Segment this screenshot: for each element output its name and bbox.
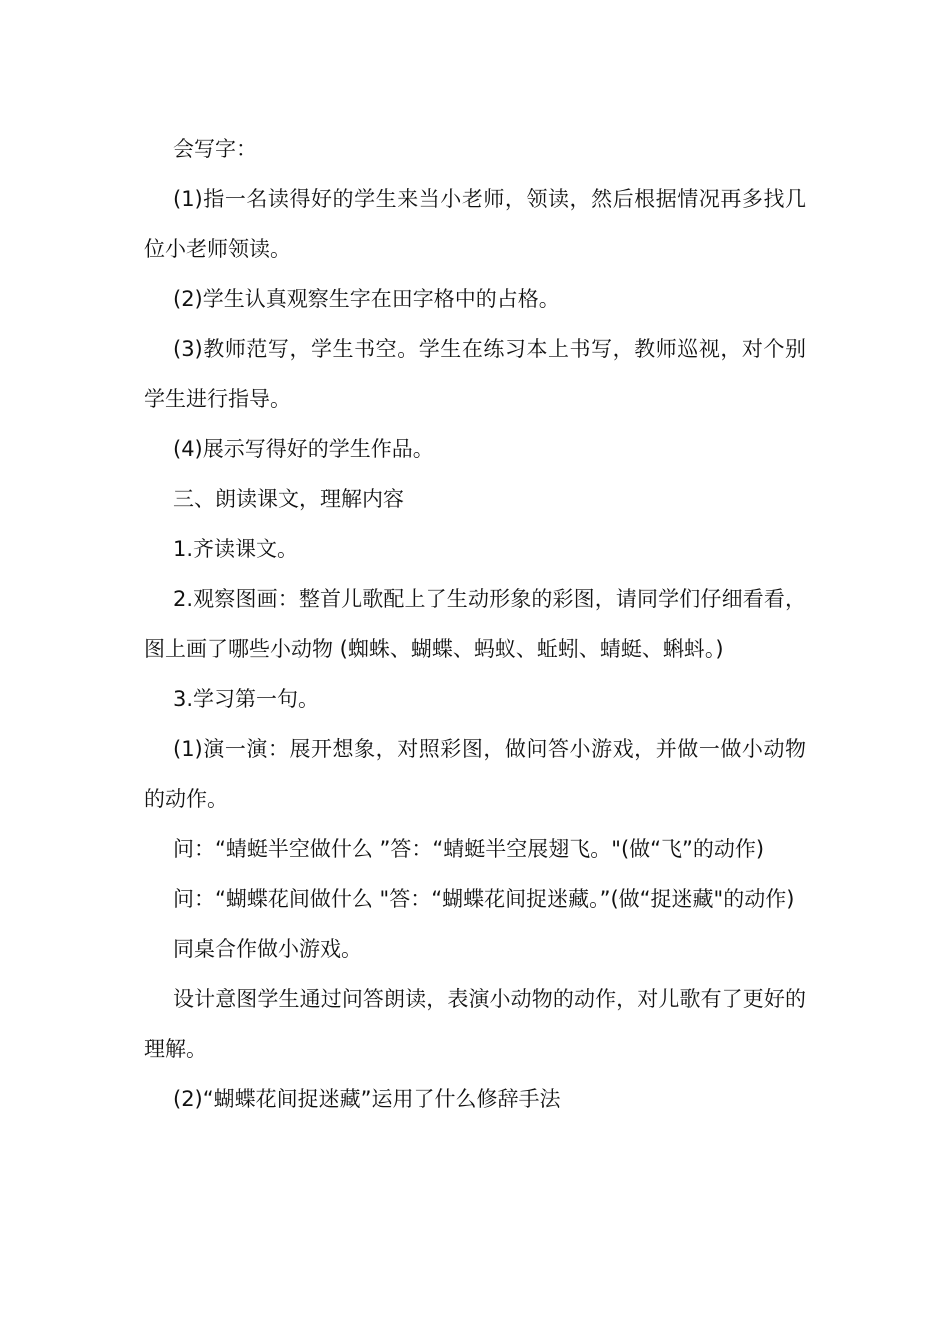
paragraph-design-intent: 设计意图学生通过问答朗读，表演小动物的动作，对儿歌有了更好的理解。 xyxy=(144,987,806,1061)
paragraph-step-2: (2)学生认真观察生字在田字格中的占格。 xyxy=(173,287,560,311)
paragraph-item-3: 3.学习第一句。 xyxy=(173,687,320,711)
paragraph-heading-writing: 会写字： xyxy=(173,137,257,161)
paragraph-partner-game: 同桌合作做小游戏。 xyxy=(173,937,362,961)
paragraph-step-4: (4)展示写得好的学生作品。 xyxy=(173,437,434,461)
document-body xyxy=(144,124,806,1124)
paragraph-act-out: (1)演一演：展开想象，对照彩图，做问答小游戏，并做一做小动物的动作。 xyxy=(144,737,806,811)
paragraph-question-butterfly: 问：“蝴蝶花间做什么 "答：“蝴蝶花间捉迷藏。”(做“捉迷藏"的动作) xyxy=(173,887,795,911)
paragraph-question-dragonfly: 问：“蜻蜓半空做什么 ”答：“蜻蜓半空展翅飞。"(做“飞”的动作) xyxy=(173,837,765,861)
paragraph-item-2: 2.观察图画：整首儿歌配上了生动形象的彩图，请同学们仔细看看，图上画了哪些小动物 (蜘蛛、蝴蝶、蚂蚁、蚯蚓、蜻蜓、蝌蚪。) xyxy=(144,587,806,661)
paragraph-step-3: (3)教师范写，学生书空。学生在练习本上书写，教师巡视，对个别学生进行指导。 xyxy=(144,337,806,411)
paragraph-step-1: (1)指一名读得好的学生来当小老师，领读，然后根据情况再多找几位小老师领读。 xyxy=(144,187,806,261)
paragraph-rhetoric-question: (2)“蝴蝶花间捉迷藏”运用了什么修辞手法 xyxy=(173,1087,561,1111)
section-heading-reading: 三、朗读课文，理解内容 xyxy=(173,487,404,511)
paragraph-item-1: 1.齐读课文。 xyxy=(173,537,299,561)
